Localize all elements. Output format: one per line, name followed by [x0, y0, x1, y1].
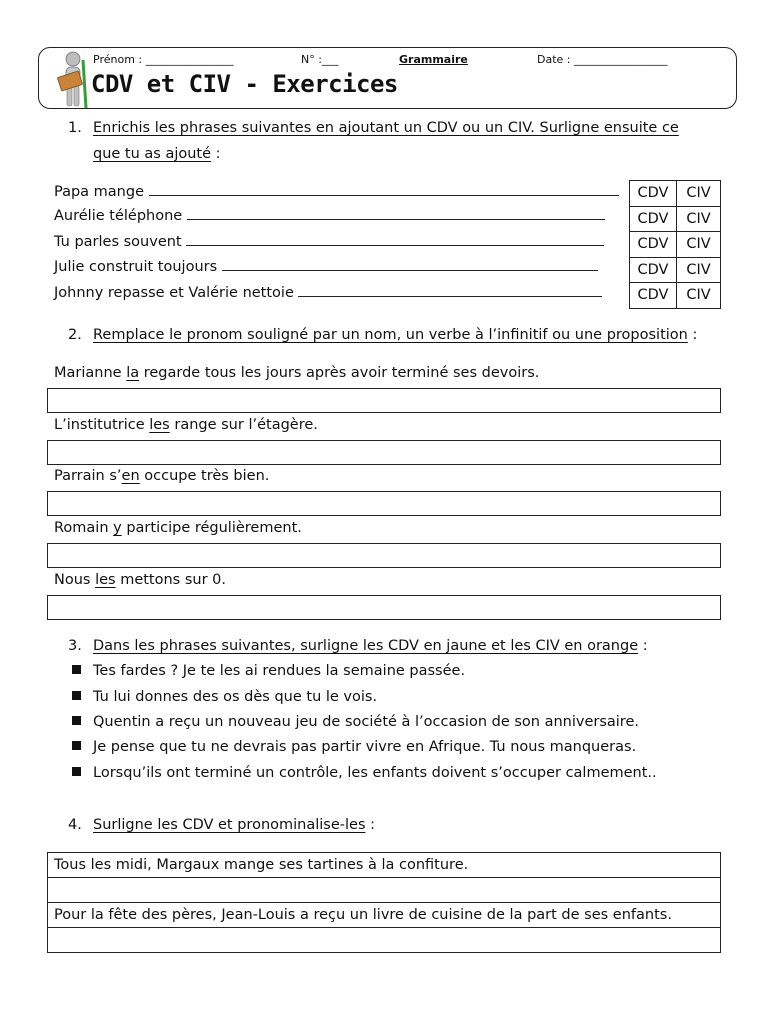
square-bullet-icon [72, 741, 81, 750]
exercise2-colon: : [687, 327, 698, 343]
sentence-part: mettons sur 0. [115, 572, 226, 588]
list-item [72, 663, 465, 679]
exercise2-heading [68, 327, 697, 343]
answer-blank[interactable] [149, 194, 619, 196]
sentence-part: Romain [54, 520, 114, 536]
sentence-part: Nous [54, 572, 96, 588]
exercise1-sentence-text: Aurélie téléphone [54, 208, 183, 224]
cdv-option[interactable]: CDV [630, 257, 677, 283]
cdv-civ-choice-grid [629, 180, 721, 309]
list-item-text[interactable]: Tes fardes ? Je te les ai rendues la semaine passée. [93, 663, 466, 679]
exercise2-instruction: Remplace le pronom souligné par un nom, un verbe à l’infinitif ou une proposition [93, 327, 688, 343]
exercise4-colon: : [365, 817, 376, 833]
exercise1-number: 1. [68, 120, 82, 136]
sentence-part: regarde tous les jours après avoir terminé ses devoirs. [139, 365, 540, 381]
page-title: CDV et CIV - Exercices [91, 70, 398, 98]
exercise1-instruction-cont: que tu as ajouté [93, 146, 212, 162]
list-item [72, 689, 377, 705]
exercise1-sentence [54, 208, 605, 224]
exercise2-sentence [54, 365, 539, 381]
exercise4-instruction: Surligne les CDV et pronominalise-les [93, 817, 366, 833]
exercise1-instruction: Enrichis les phrases suivantes en ajoutant un CDV ou un CIV. Surligne ensuite ce [93, 120, 679, 136]
list-item-text[interactable]: Tu lui donnes des os dès que tu le vois. [93, 689, 378, 705]
table-row [48, 928, 721, 953]
exercise1-sentence-text: Johnny repasse et Valérie nettoie [54, 285, 294, 301]
answer-box[interactable] [47, 491, 721, 516]
exercise3-number: 3. [68, 638, 82, 654]
answer-cell[interactable] [48, 928, 721, 953]
civ-option[interactable]: CIV [677, 181, 721, 207]
list-item-text[interactable]: Lorsqu’ils ont terminé un contrôle, les enfants doivent s’occuper calmement.. [93, 765, 657, 781]
numero-field[interactable]: N° :___ [301, 53, 339, 66]
answer-box[interactable] [47, 543, 721, 568]
subject-label: Grammaire [399, 53, 468, 66]
square-bullet-icon [72, 665, 81, 674]
list-item-text[interactable]: Quentin a reçu un nouveau jeu de société à l’occasion de son anniversaire. [93, 714, 639, 730]
cdv-option[interactable]: CDV [630, 206, 677, 232]
square-bullet-icon [72, 716, 81, 725]
square-bullet-icon [72, 767, 81, 776]
sentence-part: participe régulièrement. [121, 520, 302, 536]
choice-row [630, 181, 721, 207]
exercise1-sentence [54, 234, 604, 250]
civ-option[interactable]: CIV [677, 206, 721, 232]
cdv-option[interactable]: CDV [630, 181, 677, 207]
list-item [72, 739, 636, 755]
answer-blank[interactable] [298, 295, 602, 297]
choice-row [630, 232, 721, 258]
choice-row [630, 206, 721, 232]
sentence-part: L’institutrice [54, 417, 150, 433]
table-row [48, 903, 721, 928]
exercise2-sentence [54, 468, 269, 484]
answer-blank[interactable] [186, 244, 604, 246]
underlined-pronoun: la [126, 365, 140, 381]
list-item [72, 765, 657, 781]
square-bullet-icon [72, 691, 81, 700]
list-item [72, 714, 639, 730]
underlined-pronoun: en [121, 468, 140, 484]
exercise4-table [47, 852, 721, 953]
sentence-cell[interactable]: Pour la fête des pères, Jean-Louis a reçu un livre de cuisine de la part de ses enfants. [48, 903, 721, 928]
answer-blank[interactable] [187, 218, 605, 220]
underlined-pronoun: les [149, 417, 170, 433]
table-row [48, 878, 721, 903]
sentence-part: Parrain s’ [54, 468, 122, 484]
worksheet-header [38, 47, 737, 109]
answer-box[interactable] [47, 388, 721, 413]
exercise4-number: 4. [68, 817, 82, 833]
exercise1-sentence [54, 285, 602, 301]
exercise2-sentence [54, 520, 302, 536]
exercise1-heading [68, 120, 679, 136]
choice-row [630, 257, 721, 283]
cdv-option[interactable]: CDV [630, 283, 677, 309]
civ-option[interactable]: CIV [677, 257, 721, 283]
mascot-icon [53, 50, 91, 110]
civ-option[interactable]: CIV [677, 283, 721, 309]
exercise1-sentence-text: Papa mange [54, 184, 145, 200]
answer-box[interactable] [47, 595, 721, 620]
cdv-option[interactable]: CDV [630, 232, 677, 258]
exercise2-sentence [54, 572, 226, 588]
underlined-pronoun: y [113, 520, 122, 536]
answer-cell[interactable] [48, 878, 721, 903]
exercise1-sentence-text: Tu parles souvent [54, 234, 182, 250]
exercise2-sentence [54, 417, 318, 433]
exercise1-colon: : [211, 146, 221, 162]
exercise1-sentence-text: Julie construit toujours [54, 259, 218, 275]
answer-box[interactable] [47, 440, 721, 465]
exercise3-instruction: Dans les phrases suivantes, surligne les CDV en jaune et les CIV en orange [93, 638, 639, 654]
sentence-part: range sur l’étagère. [169, 417, 318, 433]
sentence-part: Marianne [54, 365, 127, 381]
exercise1-heading-cont [93, 146, 221, 162]
sentence-cell[interactable]: Tous les midi, Margaux mange ses tartines à la confiture. [48, 853, 721, 878]
answer-blank[interactable] [222, 269, 598, 271]
table-row [48, 853, 721, 878]
list-item-text[interactable]: Je pense que tu ne devrais pas partir vivre en Afrique. Tu nous manqueras. [93, 739, 637, 755]
date-field[interactable]: Date : _________________ [537, 53, 668, 66]
exercise1-sentence [54, 184, 619, 200]
prenom-field[interactable]: Prénom : ________________ [93, 53, 234, 66]
exercise2-number: 2. [68, 327, 82, 343]
sentence-part: occupe très bien. [139, 468, 270, 484]
exercise3-colon: : [638, 638, 648, 654]
underlined-pronoun: les [95, 572, 116, 588]
exercise3-heading [68, 638, 648, 654]
choice-row [630, 283, 721, 309]
civ-option[interactable]: CIV [677, 232, 721, 258]
exercise1-sentence [54, 259, 598, 275]
exercise4-heading [68, 817, 375, 833]
